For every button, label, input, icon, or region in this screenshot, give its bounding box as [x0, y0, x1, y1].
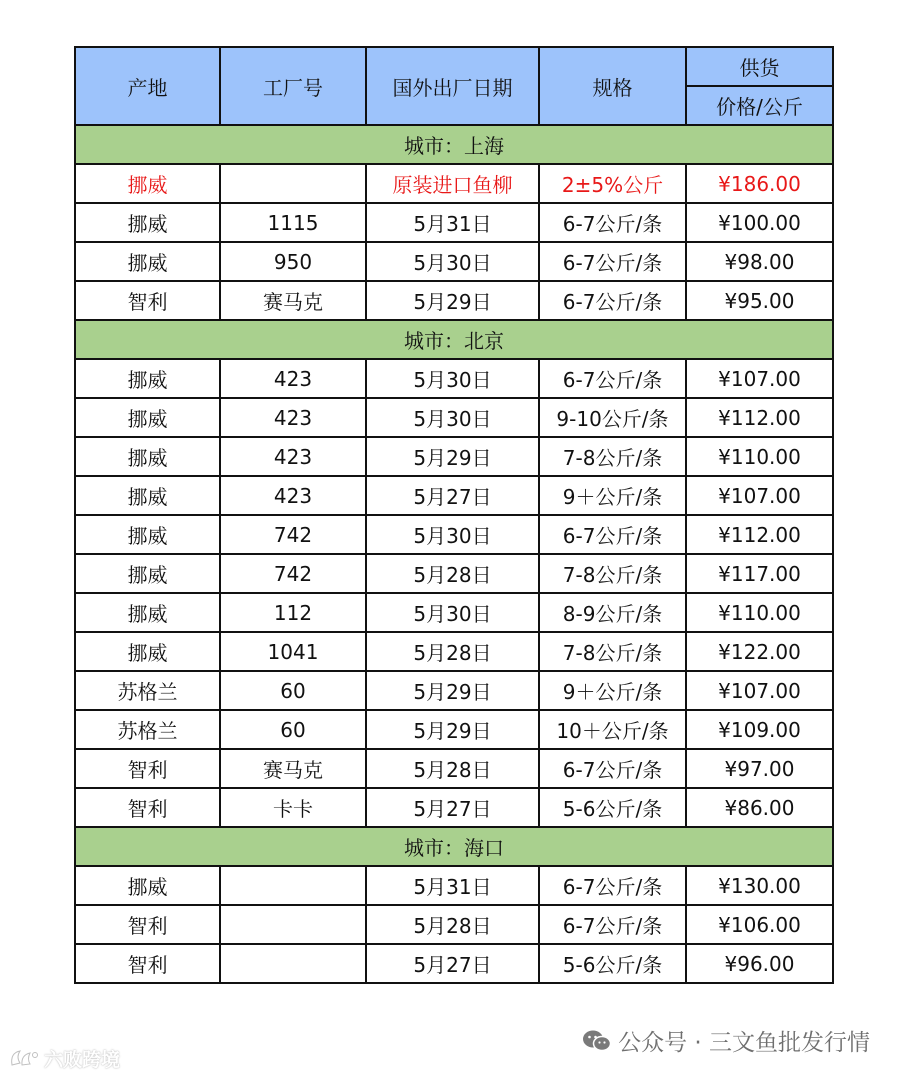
- cell-origin: 智利: [75, 749, 220, 788]
- cell-price: ¥110.00: [686, 593, 833, 632]
- cell-spec: 6-7公斤/条: [539, 281, 686, 320]
- cell-factory: 1041: [220, 632, 366, 671]
- brand-logo-icon: [8, 1047, 40, 1071]
- cell-factory: 112: [220, 593, 366, 632]
- cell-spec: 2±5%公斤: [539, 164, 686, 203]
- table-row: [75, 593, 833, 632]
- cell-export-date: 5月29日: [366, 437, 539, 476]
- cell-origin: 挪威: [75, 866, 220, 905]
- cell-spec: 9＋公斤/条: [539, 671, 686, 710]
- city-section-row: [75, 827, 833, 866]
- table-row: [75, 905, 833, 944]
- cell-factory: 423: [220, 398, 366, 437]
- cell-price: ¥112.00: [686, 398, 833, 437]
- cell-factory: [220, 944, 366, 983]
- cell-export-date: 5月27日: [366, 476, 539, 515]
- cell-origin: 挪威: [75, 398, 220, 437]
- wechat-icon: [582, 1029, 612, 1053]
- city-section-row: [75, 320, 833, 359]
- cell-price: ¥117.00: [686, 554, 833, 593]
- cell-price: ¥107.00: [686, 671, 833, 710]
- cell-spec: 6-7公斤/条: [539, 515, 686, 554]
- cell-origin: 挪威: [75, 203, 220, 242]
- cell-spec: 7-8公斤/条: [539, 554, 686, 593]
- cell-spec: 7-8公斤/条: [539, 437, 686, 476]
- city-label: 城市：上海: [75, 125, 833, 164]
- cell-origin: 挪威: [75, 437, 220, 476]
- table-row: [75, 203, 833, 242]
- cell-spec: 6-7公斤/条: [539, 359, 686, 398]
- cell-spec: 10＋公斤/条: [539, 710, 686, 749]
- table-row: [75, 749, 833, 788]
- cell-spec: 9＋公斤/条: [539, 476, 686, 515]
- table-row: [75, 515, 833, 554]
- cell-spec: 5-6公斤/条: [539, 788, 686, 827]
- cell-factory: 950: [220, 242, 366, 281]
- table-row: [75, 632, 833, 671]
- cell-factory: [220, 866, 366, 905]
- cell-export-date: 5月28日: [366, 632, 539, 671]
- table-row: [75, 554, 833, 593]
- cell-price: ¥110.00: [686, 437, 833, 476]
- cell-spec: 9-10公斤/条: [539, 398, 686, 437]
- cell-factory: 423: [220, 437, 366, 476]
- cell-export-date: 5月29日: [366, 710, 539, 749]
- cell-export-date: 5月31日: [366, 203, 539, 242]
- table-row: [75, 437, 833, 476]
- corner-logo: [8, 1045, 120, 1072]
- cell-export-date: 5月30日: [366, 242, 539, 281]
- cell-origin: 挪威: [75, 515, 220, 554]
- table-row: [75, 398, 833, 437]
- cell-spec: 6-7公斤/条: [539, 866, 686, 905]
- cell-factory: 742: [220, 554, 366, 593]
- cell-origin: 智利: [75, 281, 220, 320]
- watermark: [582, 1024, 870, 1057]
- table-row: [75, 710, 833, 749]
- watermark-text: 公众号 · 三文鱼批发行情: [618, 1030, 870, 1056]
- cell-origin: 苏格兰: [75, 671, 220, 710]
- cell-export-date: 5月31日: [366, 866, 539, 905]
- corner-logo-text: 六败跨境: [44, 1049, 121, 1071]
- table-row: [75, 944, 833, 983]
- table-row: [75, 788, 833, 827]
- cell-price: ¥186.00: [686, 164, 833, 203]
- cell-spec: 6-7公斤/条: [539, 905, 686, 944]
- cell-price: ¥107.00: [686, 359, 833, 398]
- cell-price: ¥96.00: [686, 944, 833, 983]
- cell-origin: 挪威: [75, 242, 220, 281]
- table-row: [75, 281, 833, 320]
- header-export-date: 国外出厂日期: [366, 47, 539, 125]
- cell-price: ¥86.00: [686, 788, 833, 827]
- cell-spec: 7-8公斤/条: [539, 632, 686, 671]
- table-row: [75, 359, 833, 398]
- header-spec: 规格: [539, 47, 686, 125]
- cell-export-date: 5月30日: [366, 515, 539, 554]
- cell-price: ¥106.00: [686, 905, 833, 944]
- cell-export-date: 5月28日: [366, 554, 539, 593]
- cell-export-date: 5月30日: [366, 398, 539, 437]
- cell-price: ¥95.00: [686, 281, 833, 320]
- city-label: 城市：海口: [75, 827, 833, 866]
- cell-price: ¥130.00: [686, 866, 833, 905]
- cell-export-date: 5月28日: [366, 749, 539, 788]
- table-header: [75, 47, 833, 125]
- cell-price: ¥100.00: [686, 203, 833, 242]
- cell-factory: 423: [220, 359, 366, 398]
- cell-origin: 挪威: [75, 554, 220, 593]
- cell-factory: 60: [220, 671, 366, 710]
- cell-spec: 6-7公斤/条: [539, 749, 686, 788]
- cell-factory: [220, 164, 366, 203]
- cell-factory: [220, 905, 366, 944]
- table-row: [75, 242, 833, 281]
- cell-factory: 卡卡: [220, 788, 366, 827]
- cell-spec: 5-6公斤/条: [539, 944, 686, 983]
- cell-price: ¥109.00: [686, 710, 833, 749]
- cell-export-date: 5月30日: [366, 359, 539, 398]
- cell-spec: 6-7公斤/条: [539, 242, 686, 281]
- cell-spec: 8-9公斤/条: [539, 593, 686, 632]
- city-section-row: [75, 125, 833, 164]
- cell-export-date: 5月29日: [366, 671, 539, 710]
- cell-export-date: 5月28日: [366, 905, 539, 944]
- cell-origin: 挪威: [75, 593, 220, 632]
- table-row: [75, 671, 833, 710]
- cell-export-date: 5月29日: [366, 281, 539, 320]
- header-factory: 工厂号: [220, 47, 366, 125]
- cell-factory: 423: [220, 476, 366, 515]
- cell-origin: 苏格兰: [75, 710, 220, 749]
- city-label: 城市：北京: [75, 320, 833, 359]
- cell-export-date: 5月27日: [366, 788, 539, 827]
- header-origin: 产地: [75, 47, 220, 125]
- cell-origin: 智利: [75, 944, 220, 983]
- cell-factory: 赛马克: [220, 281, 366, 320]
- cell-origin: 挪威: [75, 632, 220, 671]
- cell-factory: 赛马克: [220, 749, 366, 788]
- header-supply: 供货: [686, 47, 833, 86]
- cell-export-date: 原装进口鱼柳: [366, 164, 539, 203]
- cell-price: ¥97.00: [686, 749, 833, 788]
- cell-price: ¥112.00: [686, 515, 833, 554]
- cell-factory: 1115: [220, 203, 366, 242]
- cell-origin: 挪威: [75, 359, 220, 398]
- cell-price: ¥107.00: [686, 476, 833, 515]
- table-row: [75, 164, 833, 203]
- cell-export-date: 5月27日: [366, 944, 539, 983]
- cell-factory: 742: [220, 515, 366, 554]
- cell-export-date: 5月30日: [366, 593, 539, 632]
- cell-price: ¥98.00: [686, 242, 833, 281]
- cell-origin: 智利: [75, 788, 220, 827]
- cell-spec: 6-7公斤/条: [539, 203, 686, 242]
- cell-price: ¥122.00: [686, 632, 833, 671]
- cell-origin: 挪威: [75, 476, 220, 515]
- header-price-unit: 价格/公斤: [686, 86, 833, 125]
- cell-origin: 挪威: [75, 164, 220, 203]
- table-row: [75, 476, 833, 515]
- salmon-price-table: [74, 46, 834, 984]
- cell-factory: 60: [220, 710, 366, 749]
- table-row: [75, 866, 833, 905]
- table-body: [75, 125, 833, 983]
- cell-origin: 智利: [75, 905, 220, 944]
